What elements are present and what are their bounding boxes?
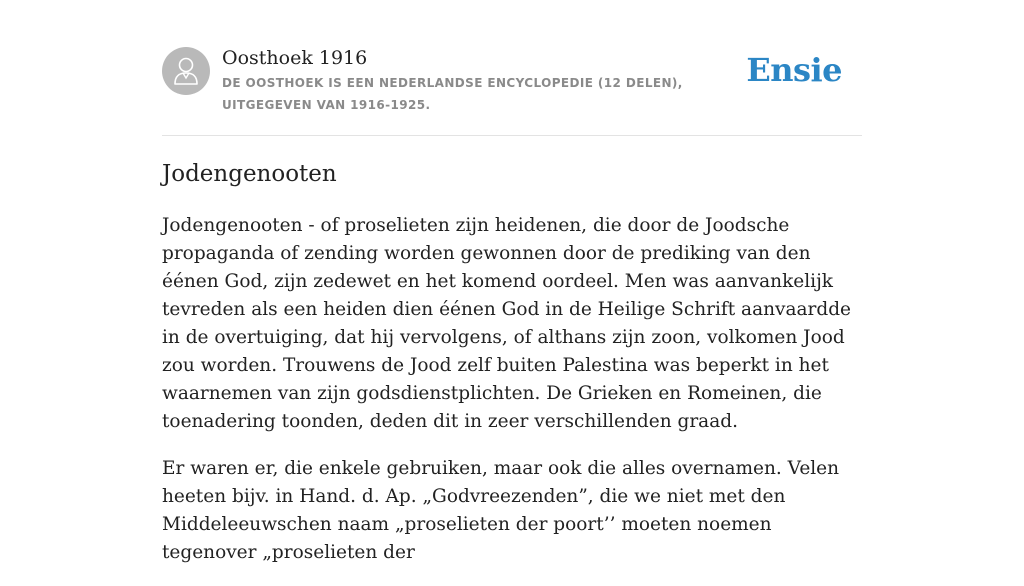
article-body [162, 212, 866, 586]
source-description: DE OOSTHOEK IS EEN NEDERLANDSE ENCYCLOPEDIE (12 DELEN), UITGEGEVEN VAN 1916-1925. [222, 76, 683, 112]
user-icon [173, 56, 199, 86]
ensie-logo[interactable]: Ensie [746, 51, 842, 89]
article-paragraph: Jodengenooten - of proselieten zijn heidenen, die door de Joodsche propaganda of zending worden gewonnen door de prediking van den éénen God, zijn zedewet en het komend oordeel. Men was aanvankelijk tevreden als een heiden dien éénen God in de Heilige Schrift aanvaardde in de overtuiging, dat hij vervolgens, of althans zijn zoon, volkomen Jood zou worden. Trouwens de Jood zelf buiten Palestina was beperkt in het waarnemen van zijn godsdienstplichten. De Grieken en Romeinen, die toenadering toonden, deden dit in zeer verschillenden graad. [162, 215, 852, 432]
avatar[interactable] [162, 47, 210, 95]
page-container [162, 0, 862, 563]
source-title[interactable]: Oosthoek 1916 [222, 47, 368, 69]
article-paragraph: Er waren er, die enkele gebruiken, maar ook die alles overnamen. Velen heeten bijv. in Hand. d. Ap. „Godvreezenden”, die we niet met den Middeleeuwschen naam „proselieten der poort’’ moeten noemen tegenover „proselieten der [162, 458, 840, 563]
source-header [162, 0, 862, 136]
article-title: Jodengenooten [162, 161, 337, 187]
